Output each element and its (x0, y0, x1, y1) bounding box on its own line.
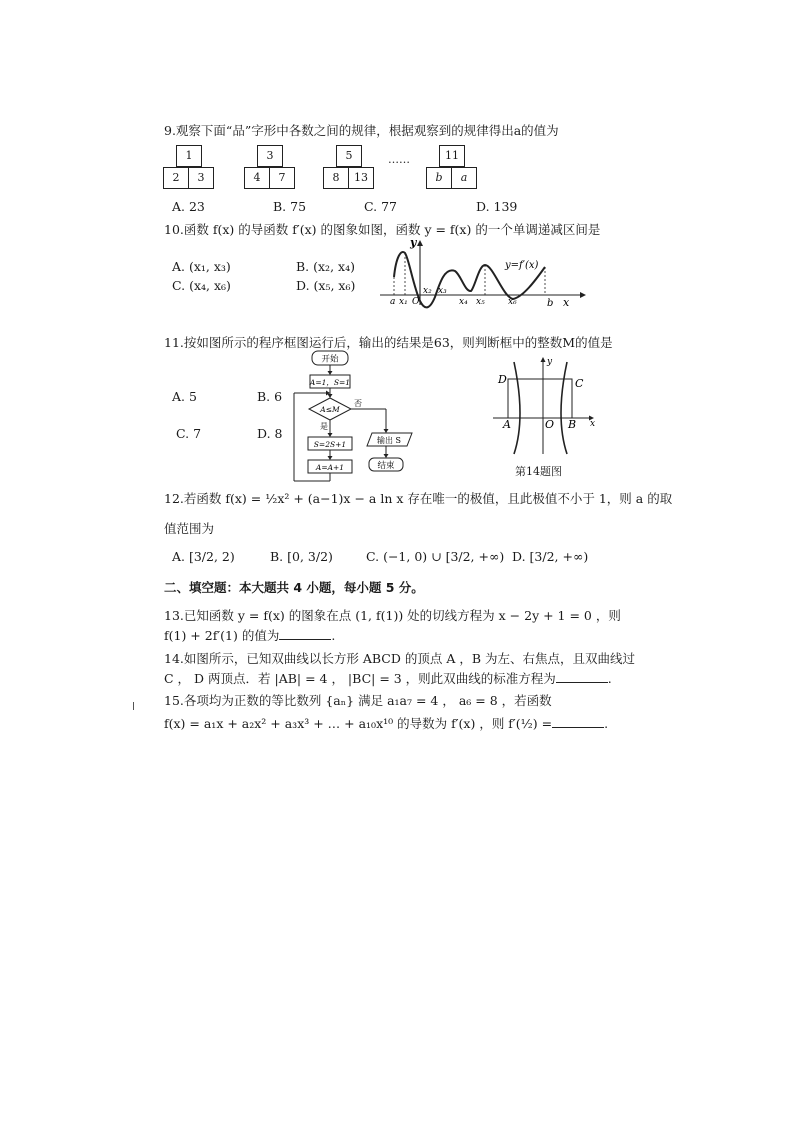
q11-option-d: D. 8 (257, 426, 283, 441)
q10-option-d: D. (x₅, x₆) (296, 278, 356, 293)
q12-line2: 值范围为 (164, 521, 215, 536)
graph-label-x6: x₆ (508, 297, 517, 307)
q12-option-b: B. [0, 3/2) (270, 549, 333, 564)
fig14-label-y: y (547, 357, 553, 367)
flow-condition: A≤M (320, 405, 340, 414)
q9-option-c: C. 77 (364, 199, 397, 214)
q13-line2-wrap: f(1) + 2f′(1) 的值为 . (164, 628, 336, 643)
hyperbola-figure (487, 354, 602, 476)
graph-label-x2: x₂ (423, 286, 432, 296)
q9-option-b: B. 75 (273, 199, 307, 214)
puzzle-left: 8 (323, 167, 349, 189)
q10-text: 10.函数 f(x) 的导函数 f′(x) 的图象如图，函数 y = f(x) 的一个单调递减区间是 (164, 222, 601, 237)
flow-no-label: 否 (354, 399, 362, 408)
q15-line2-wrap: f(x) = a₁x + a₂x² + a₃x³ + … + a₁₀x¹⁰ 的导数为 f′(x) ，则 f′(½) = . (164, 716, 609, 731)
q10-option-b: B. (x₂, x₄) (296, 259, 355, 274)
q9-option-d: D. 139 (476, 199, 518, 214)
puzzle-right: 3 (188, 167, 214, 189)
graph-label-x: x (563, 296, 570, 309)
puzzle-ellipsis: …… (388, 153, 410, 166)
q12-option-d: D. [3/2, +∞) (512, 549, 589, 564)
puzzle-right: 7 (269, 167, 295, 189)
flowchart (288, 349, 423, 485)
puzzle-top: 5 (336, 145, 362, 167)
graph-label-x1: x₁ (399, 297, 408, 307)
graph-label-a: a (390, 297, 396, 307)
section-2-heading: 二、填空题：本大题共 4 小题，每小题 5 分。 (164, 580, 424, 595)
q14-line1: 14.如图所示，已知双曲线以长方形 ABCD 的顶点 A ，B 为左、右焦点，且双曲线过 (164, 651, 635, 666)
fig14-label-x: x (590, 419, 596, 429)
puzzle-top: 1 (176, 145, 202, 167)
q10-option-c: C. (x₄, x₆) (172, 278, 231, 293)
q13-line1: 13.已知函数 y = f(x) 的图象在点 (1, f(1)) 处的切线方程为 x − 2y + 1 = 0 ，则 (164, 608, 621, 623)
flow-step-a: A=A+1 (315, 463, 345, 472)
graph-label-b: b (547, 298, 554, 309)
fig14-caption: 第14题图 (515, 465, 562, 478)
q14-answer-blank[interactable] (556, 670, 608, 683)
fig14-label-b: B (568, 418, 577, 431)
puzzle-right: 13 (348, 167, 374, 189)
q9-option-a: A. 23 (172, 199, 205, 214)
flow-output: 输出 S (376, 436, 402, 445)
derivative-graph (375, 237, 590, 309)
puzzle-left: 4 (244, 167, 270, 189)
q14-line2: C ， D 两顶点．若 |AB| = 4 ， |BC| = 3 ，则此双曲线的标准方程为 (164, 671, 556, 686)
flow-start: 开始 (321, 354, 339, 365)
q15-answer-blank[interactable] (552, 715, 604, 728)
q10-option-a: A. (x₁, x₃) (172, 259, 231, 274)
graph-label-x5: x₅ (476, 297, 485, 307)
fig14-label-o: O (545, 418, 555, 431)
puzzle-left: 2 (163, 167, 189, 189)
q14-line2-wrap: C ， D 两顶点．若 |AB| = 4 ， |BC| = 3 ，则此双曲线的标准方程为 . (164, 671, 612, 686)
graph-label-x4: x₄ (459, 297, 468, 307)
graph-label-y: y (410, 237, 417, 249)
flow-end: 结束 (377, 461, 395, 471)
flow-init: A=1，S=1 (309, 378, 351, 387)
q11-option-c: C. 7 (176, 426, 202, 441)
q11-option-b: B. 6 (257, 389, 283, 404)
q9-text: 9.观察下面“品”字形中各数之间的规律，根据观察到的规律得出a的值为 (164, 123, 559, 138)
puzzle-group-1 (163, 145, 213, 189)
puzzle-group-2 (244, 145, 294, 189)
puzzle-right: a (451, 167, 477, 189)
q12-line1: 12.若函数 f(x) = ½x² + (a−1)x − a ln x 存在唯一的极值，且此极值不小于 1，则 a 的取 (164, 491, 673, 506)
flow-yes-label: 是 (320, 422, 328, 431)
fig14-label-d: D (498, 373, 507, 386)
margin-mark (133, 702, 134, 710)
q13-answer-blank[interactable] (279, 627, 331, 640)
puzzle-top: 3 (257, 145, 283, 167)
puzzle-group-4 (426, 145, 476, 189)
q11-option-a: A. 5 (172, 389, 197, 404)
q13-line2: f(1) + 2f′(1) 的值为 (164, 628, 280, 643)
q15-line2: f(x) = a₁x + a₂x² + a₃x³ + … + a₁₀x¹⁰ 的导数为 f′(x) ，则 f′(½) = (164, 716, 553, 731)
flow-step-s: S=2S+1 (313, 440, 347, 449)
puzzle-left: b (426, 167, 452, 189)
graph-label-x3: x₃ (438, 286, 447, 296)
fig14-label-c: C (575, 377, 584, 390)
q11-text: 11.按如图所示的程序框图运行后，输出的结果是63，则判断框中的整数M的值是 (164, 335, 613, 350)
q12-option-a: A. [3/2, 2) (172, 549, 235, 564)
puzzle-top: 11 (439, 145, 465, 167)
graph-label-curve: y=f′(x) (505, 260, 539, 271)
puzzle-group-3 (323, 145, 373, 189)
q12-option-c: C. (−1, 0) ∪ [3/2, +∞) (366, 549, 505, 564)
q15-line1: 15.各项均为正数的等比数列 {aₙ} 满足 a₁a₇ = 4 ， a₆ = 8 ，若函数 (164, 693, 552, 708)
fig14-label-a: A (503, 418, 511, 431)
graph-label-origin: O (412, 297, 420, 307)
